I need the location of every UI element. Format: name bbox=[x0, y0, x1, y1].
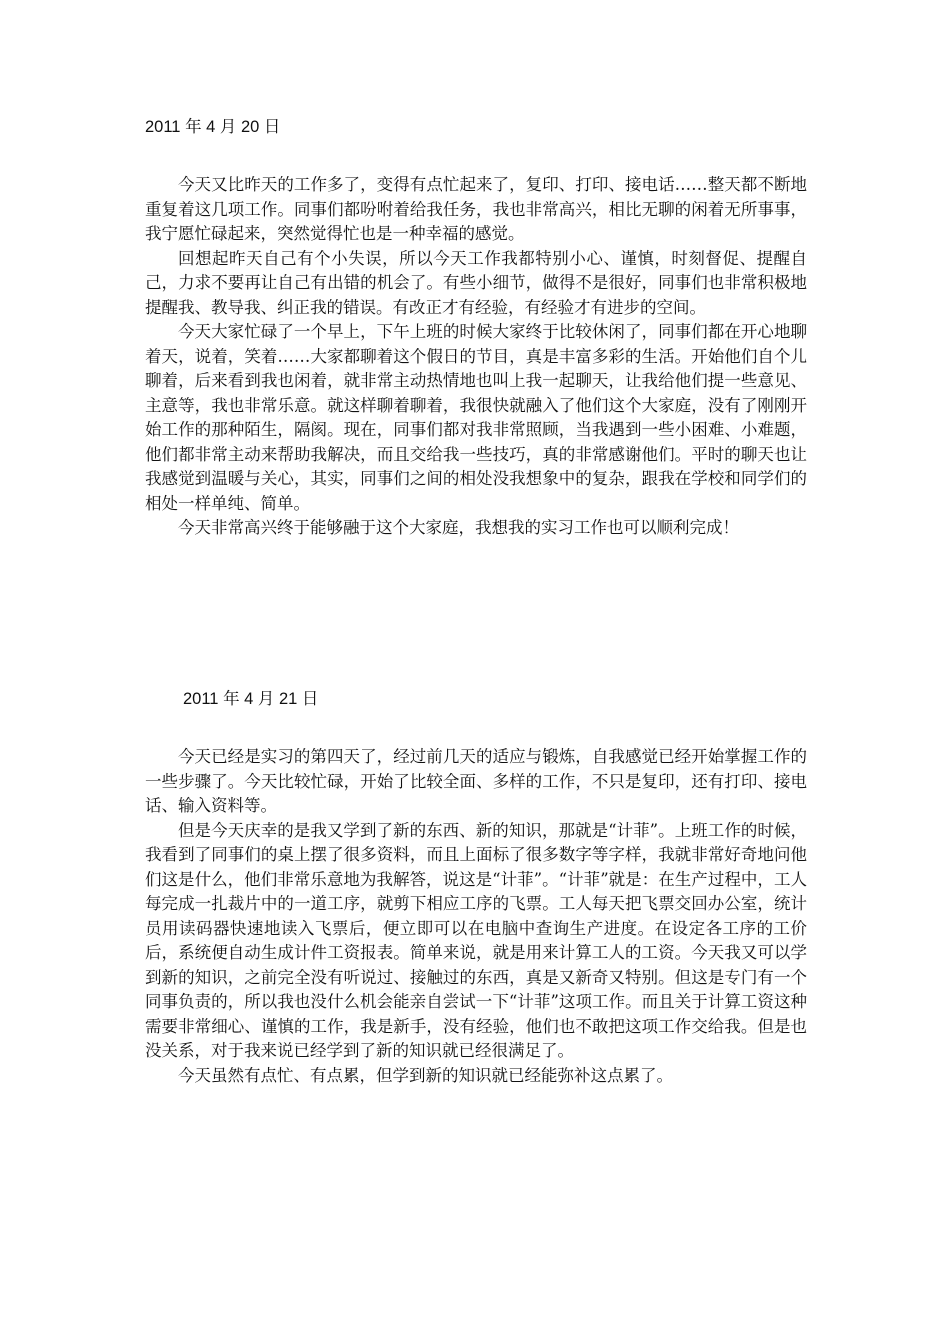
paragraph: 今天大家忙碌了一个早上，下午上班的时候大家终于比较休闲了，同事们都在开心地聊着天，说着，笑着……大家都聊着这个假日的节目，真是丰富多彩的生活。开始他们自个儿聊着，后来看到我也闲着，就非常主动热情地也叫上我一起聊天，让我给他们提一些意见、主意等，我也非常乐意。就这样聊着聊着，我很快就融入了他们这个大家庭，没有了刚刚开始工作的那种陌生，隔阂。现在，同事们都对我非常照顾，当我遇到一些小困难、小难题，他们都非常主动来帮助我解决，而且交给我一些技巧，真的非常感谢他们。平时的聊天也让我感觉到温暖与关心，其实，同事们之间的相处没我想象中的复杂，跟我在学校和同学们的相处一样单纯、简单。 bbox=[145, 322, 807, 513]
entry-date: 2011 年 4 月 20 日 bbox=[145, 118, 281, 136]
diary-entry bbox=[145, 686, 807, 1088]
paragraph: 回想起昨天自己有个小失误，所以今天工作我都特别小心、谨慎，时刻督促、提醒自己，力求不要再让自己有出错的机会了。有些小细节，做得不是很好，同事们也非常积极地提醒我、教导我、纠正我的错误。有改正才有经验，有经验才有进步的空间。 bbox=[145, 248, 807, 317]
paragraph: 今天虽然有点忙、有点累，但学到新的知识就已经能弥补这点累了。 bbox=[178, 1065, 673, 1085]
paragraph: 今天已经是实习的第四天了，经过前几天的适应与锻炼，自我感觉已经开始掌握工作的一些步骤了。今天比较忙碌，开始了比较全面、多样的工作，不只是复印，还有打印、接电话、输入资料等。 bbox=[145, 747, 807, 815]
paragraph: 今天又比昨天的工作多了，变得有点忙起来了，复印、打印、接电话……整天都不断地重复着这几项工作。同事们都吩咐着给我任务，我也非常高兴，相比无聊的闲着无所事事，我宁愿忙碌起来，突然觉得忙也是一种幸福的感觉。 bbox=[145, 175, 807, 243]
diary-entry bbox=[145, 114, 807, 541]
paragraph: 今天非常高兴终于能够融于这个大家庭，我想我的实习工作也可以顺利完成！ bbox=[178, 518, 739, 537]
entry-date: 2011 年 4 月 21 日 bbox=[183, 690, 319, 708]
paragraph: 但是今天庆幸的是我又学到了新的东西、新的知识，那就是“计菲”。上班工作的时候，我看到了同事们的桌上摆了很多资料，而且上面标了很多数字等字样，我就非常好奇地问他们这是什么，他们非常乐意地为我解答，说这是“计菲”。“计菲”就是：在生产过程中，工人每完成一扎裁片中的一道工序，就剪下相应工序的飞票。工人每天把飞票交回办公室，统计员用读码器快速地读入飞票后，便立即可以在电脑中查询生产进度。在设定各工序的工价后，系统便自动生成计件工资报表。简单来说，就是用来计算工人的工资。今天我又可以学到新的知识，之前完全没有听说过、接触过的东西，真是又新奇又特别。但这是专门有一个同事负责的，所以我也没什么机会能亲自尝试一下“计菲”这项工作。而且关于计算工资这种需要非常细心、谨慎的工作，我是新手，没有经验，他们也不敢把这项工作交给我。但是也没关系，对于我来说已经学到了新的知识就已经很满足了。 bbox=[145, 820, 807, 1060]
